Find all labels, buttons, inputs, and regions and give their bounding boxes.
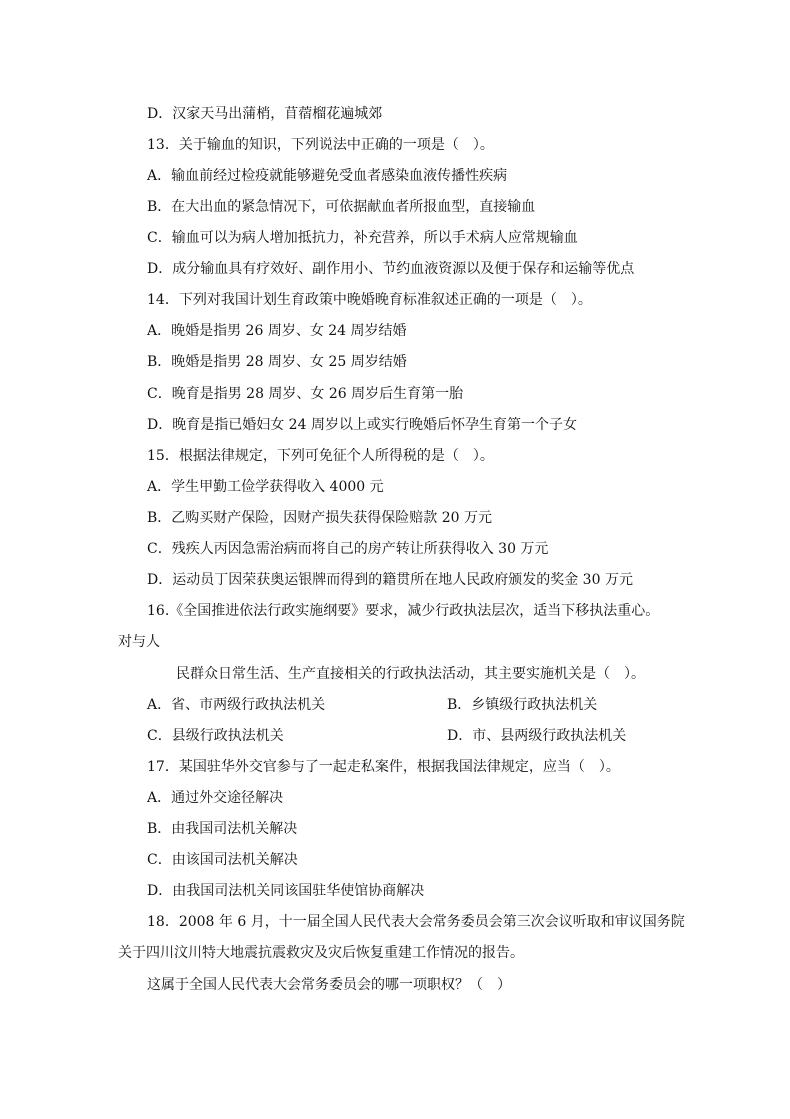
q15-option-d: D．运动员丁因荣获奥运银牌而得到的籍贯所在地人民政府颁发的奖金 30 万元 bbox=[147, 572, 633, 588]
q15-option-a: A．学生甲勤工俭学获得收入 4000 元 bbox=[147, 479, 384, 495]
q13-option-c: C．输血可以为病人增加抵抗力，补充营养，所以手术病人应常规输血 bbox=[147, 230, 578, 246]
q18-stem-line2: 关于四川汶川特大地震抗震救灾及灾后恢复重建工作情况的报告。 bbox=[118, 945, 524, 961]
q17-stem: 17．某国驻华外交官参与了一起走私案件，根据我国法律规定，应当（ ）。 bbox=[147, 759, 620, 775]
q17-option-a: A．通过外交途径解决 bbox=[147, 790, 284, 806]
q14-stem: 14．下列对我国计划生育政策中晚婚晚育标准叙述正确的一项是（ ）。 bbox=[147, 292, 592, 308]
q14-option-b: B．晚婚是指男 28 周岁、女 25 周岁结婚 bbox=[147, 354, 407, 370]
q16-option-d: D．市、县两级行政执法机关 bbox=[447, 728, 627, 744]
q16-option-a: A．省、市两级行政执法机关 bbox=[147, 697, 326, 713]
q14-option-d: D．晚育是指已婚妇女 24 周岁以上或实行晚婚后怀孕生育第一个子女 bbox=[147, 417, 577, 433]
q17-option-b: B．由我国司法机关解决 bbox=[147, 821, 298, 837]
q16-stem-line2: 对与人 bbox=[118, 634, 160, 650]
q13-option-a: A．输血前经过检疫就能够避免受血者感染血液传播性疾病 bbox=[147, 168, 508, 184]
q12-option-d: D．汉家天马出蒲梢，苜蓿榴花遍城郊 bbox=[147, 106, 383, 122]
q14-option-a: A．晚婚是指男 26 周岁、女 24 周岁结婚 bbox=[147, 323, 407, 339]
q18-stem-line1: 18．2008 年 6 月，十一届全国人民代表大会常务委员会第三次会议听取和审议国务院 bbox=[147, 914, 685, 930]
q16-stem-line1: 16.《全国推进依法行政实施纲要》要求，减少行政执法层次，适当下移执法重心。 bbox=[147, 603, 660, 619]
q16-option-c: C．县级行政执法机关 bbox=[147, 728, 284, 744]
q16-option-b: B．乡镇级行政执法机关 bbox=[447, 697, 598, 713]
q13-option-b: B．在大出血的紧急情况下，可依据献血者所报血型，直接输血 bbox=[147, 199, 536, 215]
q18-stem-line3: 这属于全国人民代表大会常务委员会的哪一项职权？（ ） bbox=[147, 977, 511, 993]
q17-option-c: C．由该国司法机关解决 bbox=[147, 852, 298, 868]
q15-stem: 15．根据法律规定，下列可免征个人所得税的是（ ）。 bbox=[147, 448, 494, 464]
q16-stem-line3: 民群众日常生活、生产直接相关的行政执法活动，其主要实施机关是（ ）。 bbox=[176, 666, 645, 682]
q15-option-c: C．残疾人丙因急需治病而将自己的房产转让所获得收入 30 万元 bbox=[147, 541, 549, 557]
q14-option-c: C．晚育是指男 28 周岁、女 26 周岁后生育第一胎 bbox=[147, 386, 464, 402]
q17-option-d: D．由我国司法机关同该国驻华使馆协商解决 bbox=[147, 883, 425, 899]
q15-option-b: B．乙购买财产保险，因财产损失获得保险赔款 20 万元 bbox=[147, 510, 493, 526]
q13-option-d: D．成分输血具有疗效好、副作用小、节约血液资源以及便于保存和运输等优点 bbox=[147, 261, 635, 277]
q13-stem: 13．关于输血的知识，下列说法中正确的一项是（ ）。 bbox=[147, 137, 494, 153]
